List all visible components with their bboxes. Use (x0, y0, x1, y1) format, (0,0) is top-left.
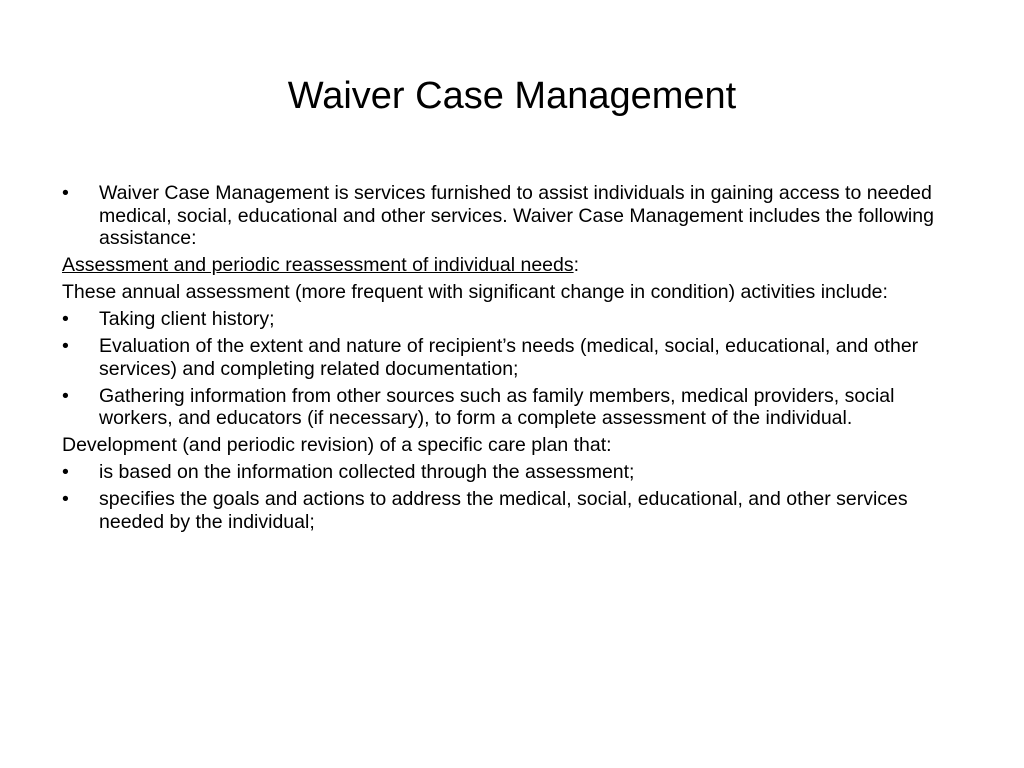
bullet-icon: • (62, 384, 69, 407)
care-plan-item-text: is based on the information collected through the assessment; (99, 461, 635, 483)
bullet-icon: • (62, 488, 69, 510)
assessment-item-text: Taking client history; (99, 308, 275, 330)
assessment-item (62, 385, 967, 430)
care-plan-item (62, 461, 967, 484)
care-plan-item (62, 488, 967, 533)
assessment-heading-colon: : (573, 254, 580, 276)
assessment-item-text: Gathering information from other sources such as family members, medical providers, social workers, and educators (if necessary), to form a complete assessment of the individual. (99, 384, 895, 429)
slide-title: Waiver Case Management (287, 75, 737, 117)
assessment-heading-text: Assessment and periodic reassessment of individual needs (62, 254, 574, 276)
slide-body (62, 182, 967, 538)
assessment-heading (62, 254, 967, 277)
bullet-icon: • (62, 308, 69, 330)
intro-bullet (62, 182, 967, 250)
bullet-icon: • (62, 182, 69, 204)
intro-bullet-text: Waiver Case Management is services furnished to assist individuals in gaining access to needed medical, social, educational and other services. Waiver Case Management includes the following assistance: (99, 182, 934, 249)
assessment-item (62, 308, 967, 331)
bullet-icon: • (62, 461, 69, 483)
assessment-intro: These annual assessment (more frequent with significant change in condition) activities include: (62, 281, 888, 303)
assessment-item-text: Evaluation of the extent and nature of recipient’s needs (medical, social, educational, and other services) and completing related documentation; (99, 335, 919, 380)
assessment-item (62, 335, 967, 380)
bullet-icon: • (62, 335, 69, 357)
care-plan-item-text: specifies the goals and actions to address the medical, social, educational, and other services needed by the individual; (99, 488, 908, 533)
care-plan-intro: Development (and periodic revision) of a specific care plan that: (62, 434, 612, 456)
